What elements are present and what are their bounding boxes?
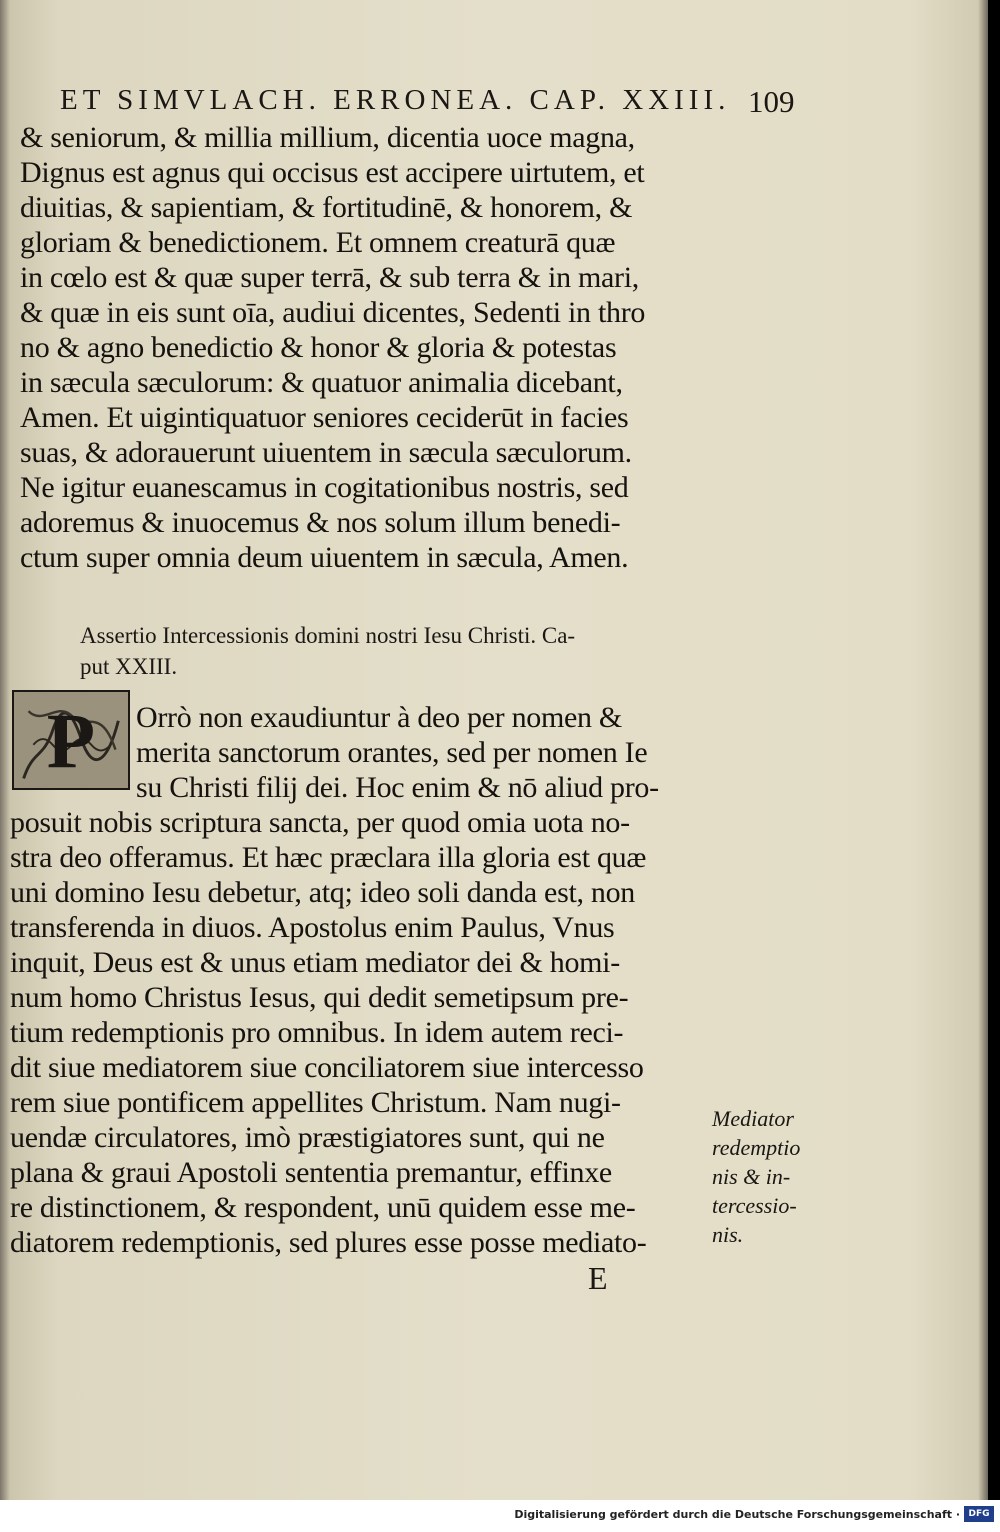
text-line: num homo Christus Iesus, qui dedit semetipsum pre-	[10, 981, 629, 1014]
text-line: adoremus & inuocemus & nos solum illum benedi-	[20, 506, 621, 539]
text-line: suas, & adorauerunt uiuentem in sæcula sæculorum.	[20, 436, 632, 469]
text-line: diatorem redemptionis, sed plures esse posse mediato-	[10, 1226, 647, 1259]
text-line: & quæ in eis sunt oīa, audiui dicentes, Sedenti in thro	[20, 296, 646, 329]
text-line: tium redemptionis pro omnibus. In idem autem reci-	[10, 1016, 624, 1049]
text-line: dit siue mediatorem siue conciliatorem siue intercesso	[10, 1051, 644, 1084]
text-line: Ne igitur euanescamus in cogitationibus nostris, sed	[20, 471, 629, 504]
margin-note	[712, 1104, 800, 1249]
body-text-block	[20, 120, 645, 575]
text-line: Amen. Et uigintiquatuor seniores ceciderūt in facies	[20, 401, 629, 434]
text-line: ctum super omnia deum uiuentem in sæcula, Amen.	[20, 541, 629, 574]
signature-mark: E	[588, 1260, 608, 1296]
margin-note-line: redemptio	[712, 1135, 801, 1160]
text-line: merita sanctorum orantes, sed per nomen Ie	[136, 736, 648, 769]
running-title: ET SIMVLACH. ERRONEA. CAP. XXIII.	[60, 84, 731, 116]
margin-note-line: nis & in-	[712, 1164, 791, 1189]
text-line: plana & graui Apostoli sententia premantur, effinxe	[10, 1156, 612, 1189]
text-line: Orrò non exaudiuntur à deo per nomen &	[136, 701, 622, 734]
text-line: no & agno benedictio & honor & gloria & potestas	[20, 331, 617, 364]
page-number: 109	[748, 84, 795, 119]
chapter-text-block	[10, 700, 659, 1260]
text-line: inquit, Deus est & unus etiam mediator dei & homi-	[10, 946, 620, 979]
footer-bar	[0, 1500, 1000, 1532]
text-line: & seniorum, & millia millium, dicentia uoce magna,	[20, 121, 635, 154]
chapter-heading-line: put XXIII.	[80, 654, 178, 679]
text-line: stra deo offeramus. Et hæc præclara illa gloria est quæ	[10, 841, 647, 874]
text-line: Dignus est agnus qui occisus est accipere uirtutem, et	[20, 156, 645, 189]
text-line: uendæ circulatores, imò præstigiatores sunt, qui ne	[10, 1121, 605, 1154]
text-line: uni domino Iesu debetur, atq; ideo soli danda est, non	[10, 876, 635, 909]
text-line: transferenda in diuos. Apostolus enim Paulus, Vnus	[10, 911, 615, 944]
footer-credit: Digitalisierung gefördert durch die Deutsche Forschungsgemeinschaft ·	[514, 1508, 960, 1521]
text-line: gloriam & benedictionem. Et omnem creaturā quæ	[20, 226, 616, 259]
text-line: in sæcula sæculorum: & quatuor animalia dicebant,	[20, 366, 623, 399]
margin-note-line: nis.	[712, 1222, 744, 1247]
text-line: re distinctionem, & respondent, unū quidem esse me-	[10, 1191, 636, 1224]
margin-note-line: Mediator	[712, 1106, 794, 1131]
drop-cap-letter: P	[46, 698, 96, 785]
dfg-logo-icon: DFG	[964, 1506, 994, 1522]
chapter-heading-line: Assertio Intercessionis domini nostri Iesu Christi. Ca-	[80, 623, 576, 648]
text-line: in cœlo est & quæ super terrā, & sub terra & in mari,	[20, 261, 639, 294]
text-line: su Christi filij dei. Hoc enim & nō aliud pro-	[136, 771, 659, 804]
text-line: posuit nobis scriptura sancta, per quod omia uota no-	[10, 806, 630, 839]
text-line: rem siue pontificem appellites Christum. Nam nugi-	[10, 1086, 621, 1119]
margin-note-line: tercessio-	[712, 1193, 797, 1218]
chapter-heading	[80, 620, 575, 682]
text-line: diuitias, & sapientiam, & fortitudinē, & honorem, &	[20, 191, 633, 224]
